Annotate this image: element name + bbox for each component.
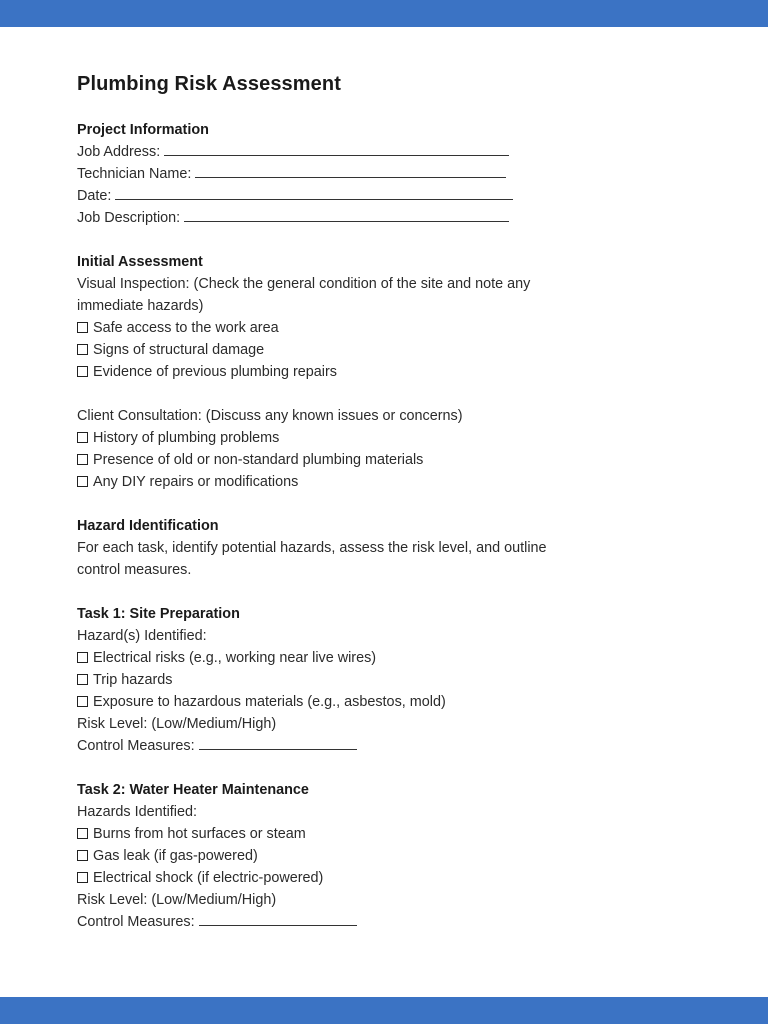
- checklist-item: [77, 647, 597, 669]
- checklist-item-label: Gas leak (if gas-powered): [93, 848, 258, 864]
- technician-name-label: Technician Name:: [77, 166, 192, 182]
- job-description-field: [77, 207, 597, 229]
- technician-name-blank[interactable]: [195, 165, 506, 178]
- job-address-field: [77, 141, 597, 163]
- task1-control-field: [77, 735, 597, 757]
- checklist-item-label: Trip hazards: [93, 672, 173, 688]
- checklist-item: [77, 317, 597, 339]
- checklist-item: [77, 471, 597, 493]
- checklist-item-label: Evidence of previous plumbing repairs: [93, 364, 337, 380]
- checklist-item: [77, 449, 597, 471]
- job-description-label: Job Description:: [77, 210, 181, 226]
- checkbox[interactable]: [77, 652, 88, 663]
- checklist-item: [77, 691, 597, 713]
- task1-hazards-label: Hazard(s) Identified:: [77, 628, 207, 644]
- checklist-item: [77, 845, 597, 867]
- checklist-item: [77, 427, 597, 449]
- checklist-item-label: Safe access to the work area: [93, 320, 279, 336]
- task1-heading: Task 1: Site Preparation: [77, 606, 240, 622]
- task2-control-label: Control Measures:: [77, 914, 195, 930]
- checkbox[interactable]: [77, 674, 88, 685]
- checklist-item-label: History of plumbing problems: [93, 430, 280, 446]
- job-address-label: Job Address:: [77, 144, 161, 160]
- task2-hazards-label: Hazards Identified:: [77, 804, 197, 820]
- checklist-item: [77, 867, 597, 889]
- initial-assessment-heading: Initial Assessment: [77, 254, 203, 270]
- hazard-identification-text: For each task, identify potential hazards, assess the risk level, and outline control measures.: [77, 540, 547, 578]
- checkbox[interactable]: [77, 828, 88, 839]
- top-banner: [0, 0, 768, 27]
- date-label: Date:: [77, 188, 112, 204]
- job-address-blank[interactable]: [164, 143, 509, 156]
- checklist-item: [77, 823, 597, 845]
- checkbox[interactable]: [77, 872, 88, 883]
- job-description-blank[interactable]: [184, 209, 509, 222]
- task2-risk-level: Risk Level: (Low/Medium/High): [77, 892, 277, 908]
- checkbox[interactable]: [77, 344, 88, 355]
- checklist-item-label: Burns from hot surfaces or steam: [93, 826, 306, 842]
- visual-inspection-text: Visual Inspection: (Check the general condition of the site and note any immediate hazards): [77, 276, 531, 314]
- checkbox[interactable]: [77, 432, 88, 443]
- project-info-heading: Project Information: [77, 122, 209, 138]
- page-title: Plumbing Risk Assessment: [77, 73, 341, 95]
- bottom-banner: [0, 997, 768, 1024]
- task2-control-field: [77, 911, 597, 933]
- task2-heading: Task 2: Water Heater Maintenance: [77, 782, 309, 798]
- checklist-item-label: Exposure to hazardous materials (e.g., asbestos, mold): [93, 694, 446, 710]
- checkbox[interactable]: [77, 696, 88, 707]
- task1-control-blank[interactable]: [199, 737, 357, 750]
- checklist-item-label: Electrical shock (if electric-powered): [93, 870, 324, 886]
- checkbox[interactable]: [77, 454, 88, 465]
- checklist-item-label: Electrical risks (e.g., working near live wires): [93, 650, 377, 666]
- checklist-item: [77, 669, 597, 691]
- checklist-item-label: Any DIY repairs or modifications: [93, 474, 299, 490]
- task2-control-blank[interactable]: [199, 913, 357, 926]
- date-field: [77, 185, 597, 207]
- checklist-item: [77, 339, 597, 361]
- technician-name-field: [77, 163, 597, 185]
- client-consultation-text: Client Consultation: (Discuss any known issues or concerns): [77, 408, 463, 424]
- date-blank[interactable]: [115, 187, 513, 200]
- task1-risk-level: Risk Level: (Low/Medium/High): [77, 716, 277, 732]
- checklist-item-label: Signs of structural damage: [93, 342, 265, 358]
- hazard-identification-heading: Hazard Identification: [77, 518, 219, 534]
- task1-control-label: Control Measures:: [77, 738, 195, 754]
- checklist-item-label: Presence of old or non-standard plumbing materials: [93, 452, 424, 468]
- checkbox[interactable]: [77, 850, 88, 861]
- checklist-item: [77, 361, 597, 383]
- document-body: [77, 70, 597, 933]
- checkbox[interactable]: [77, 322, 88, 333]
- checkbox[interactable]: [77, 366, 88, 377]
- checkbox[interactable]: [77, 476, 88, 487]
